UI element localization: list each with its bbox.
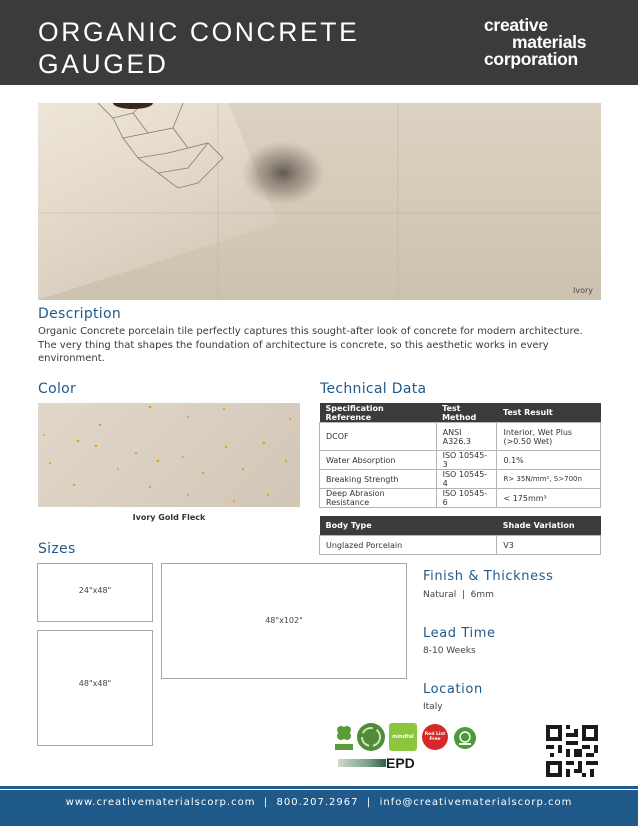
finish-heading: Finish & Thickness: [423, 569, 554, 584]
size-box-48x102: [161, 563, 407, 679]
leed-badge: [334, 724, 354, 752]
table-cell: DCOF: [320, 423, 437, 451]
epd-stripe: [338, 759, 386, 767]
hero-room-illustration: [38, 103, 601, 300]
location-heading: Location: [423, 682, 483, 697]
size-label: 24"x48": [78, 586, 112, 595]
brand-logo: [484, 17, 586, 68]
body-type-table: [319, 516, 601, 555]
color-swatch-label: Ivory Gold Fleck: [132, 513, 206, 522]
table-row: [320, 489, 601, 508]
table-cell: ISO 10545-3: [436, 451, 497, 470]
table-header-row: [320, 403, 601, 423]
technical-heading: Technical Data: [320, 381, 427, 397]
mindful-badge: [389, 723, 417, 751]
table-cell: ISO 10545-4: [436, 470, 497, 489]
gold-fleck-texture: [38, 403, 300, 507]
technical-table: [319, 403, 601, 508]
size-label: 48"x102": [265, 616, 303, 625]
table-cell: R> 35N/mm², S>700n: [497, 470, 601, 489]
table-cell: ISO 10545-6: [436, 489, 497, 508]
title-line-2: GAUGED: [38, 49, 169, 79]
column-header: Shade Variation: [497, 516, 601, 536]
brand-line-1: creative: [484, 15, 548, 35]
size-label: 48"x48": [78, 679, 112, 688]
footer-contact[interactable]: www.creativematerialscorp.com | 800.207.2967 | info@creativematerialscorp.com: [65, 797, 573, 808]
table-cell: Water Absorption: [320, 451, 437, 470]
brand-line-3: corporation: [484, 49, 578, 69]
sizes-heading: Sizes: [38, 541, 76, 557]
description-heading: Description: [38, 306, 122, 322]
table-row: [320, 470, 601, 489]
column-header: Specification Reference: [320, 403, 437, 423]
seal-icon: [454, 727, 476, 749]
column-header: Body Type: [320, 516, 497, 536]
table-cell: Unglazed Porcelain: [320, 536, 497, 555]
location-text: Italy: [423, 702, 443, 712]
table-cell: V3: [497, 536, 601, 555]
table-cell: Breaking Strength: [320, 470, 437, 489]
leed-leaf-icon: [334, 724, 354, 752]
table-cell: 0.1%: [497, 451, 601, 470]
table-cell: ANSI A326.3: [436, 423, 497, 451]
recycle-badge: [357, 723, 385, 751]
mindful-badge-label: mindful: [392, 734, 414, 740]
size-box-24x48: [37, 563, 153, 622]
lead-time-heading: Lead Time: [423, 626, 496, 641]
hero-image: [38, 103, 601, 300]
column-header: Test Result: [497, 403, 601, 423]
title-line-1: ORGANIC CONCRETE: [38, 17, 360, 47]
table-cell: Interior, Wet Plus (>0.50 Wet): [497, 423, 601, 451]
size-box-48x48: [37, 630, 153, 746]
hero-caption: Ivory: [572, 286, 593, 295]
color-heading: Color: [38, 381, 77, 397]
page-title: [38, 16, 438, 80]
red-list-label: Red List Free: [424, 732, 446, 742]
green-seal-badge: [454, 727, 476, 749]
lead-time-text: 8-10 Weeks: [423, 646, 476, 656]
table-row: [320, 536, 601, 555]
table-cell: < 175mm³: [497, 489, 601, 508]
footer-accent-line: [0, 786, 638, 789]
recycle-icon: [357, 723, 385, 751]
table-row: [320, 423, 601, 451]
epd-label: EPD: [386, 755, 415, 771]
table-cell: Deep Abrasion Resistance: [320, 489, 437, 508]
table-row: [320, 451, 601, 470]
description-text: Organic Concrete porcelain tile perfectly captures this sought-after look of concrete for modern architecture. The very thing that shapes the foundation of architecture is concrete, so this aesthetic works in every environment.: [38, 326, 583, 364]
red-list-free-badge: [422, 724, 448, 750]
column-header: Test Method: [436, 403, 497, 423]
footer-bar: [0, 790, 638, 826]
table-header-row: [320, 516, 601, 536]
qr-code-icon: [546, 725, 598, 777]
qr-code[interactable]: [546, 725, 598, 777]
finish-text: Natural | 6mm: [423, 590, 494, 600]
brand-line-2: materials: [512, 32, 587, 52]
color-swatch-image: [38, 403, 300, 507]
